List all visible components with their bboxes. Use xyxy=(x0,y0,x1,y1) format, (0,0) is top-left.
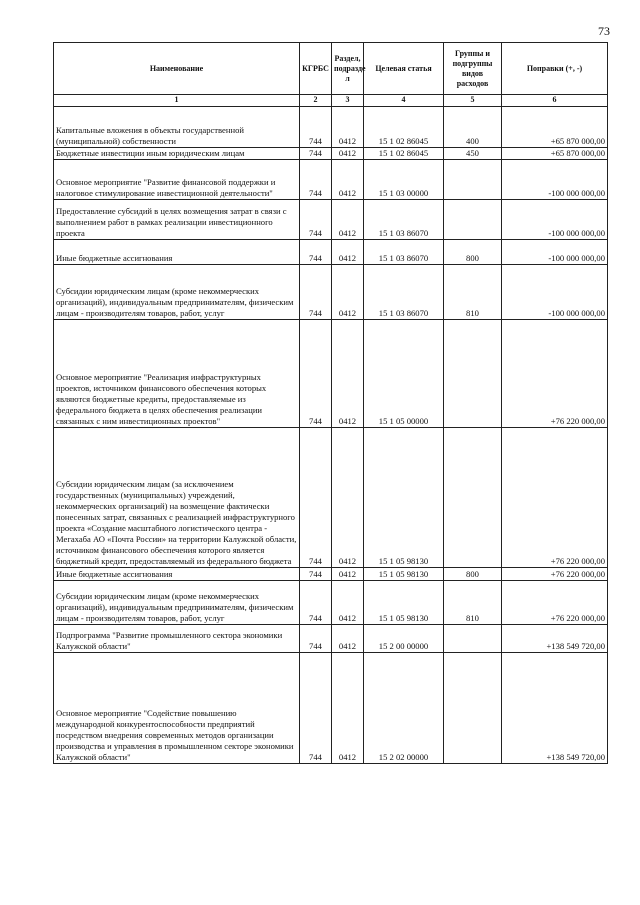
table-row xyxy=(54,265,608,320)
expense-group-cell: 800 xyxy=(444,568,502,581)
row-name-cell: Иные бюджетные ассигнования xyxy=(54,568,300,581)
expense-group-cell xyxy=(444,160,502,200)
kgrbs-cell: 744 xyxy=(300,581,332,625)
kgrbs-cell: 744 xyxy=(300,320,332,428)
column-number: 4 xyxy=(364,95,444,107)
row-name-cell: Субсидии юридическим лицам (за исключением государственных (муниципальных) учреждений, некоммерческих организаций) на возмещение фактически понесенных затрат, связанных с реализацией инфраструктурного проекта «Создание масштабного логистического центра - Мегахаба АО «Почта России» на территории Калужской области, источником финансового обеспечения которого является бюджетный кредит, предоставляемый из федерального бюджета xyxy=(54,428,300,568)
amendment-amount-cell: +138 549 720,00 xyxy=(502,625,608,653)
section-cell: 0412 xyxy=(332,320,364,428)
amendment-amount-cell: +76 220 000,00 xyxy=(502,581,608,625)
target-article-cell: 15 1 02 86045 xyxy=(364,107,444,148)
column-number: 1 xyxy=(54,95,300,107)
section-cell: 0412 xyxy=(332,581,364,625)
expense-group-cell xyxy=(444,653,502,764)
target-article-cell: 15 2 02 00000 xyxy=(364,653,444,764)
kgrbs-cell: 744 xyxy=(300,265,332,320)
table-row xyxy=(54,428,608,568)
amendment-amount-cell: +76 220 000,00 xyxy=(502,428,608,568)
section-cell: 0412 xyxy=(332,568,364,581)
table-row xyxy=(54,653,608,764)
section-cell: 0412 xyxy=(332,428,364,568)
table-row xyxy=(54,148,608,160)
target-article-cell: 15 1 03 00000 xyxy=(364,160,444,200)
section-cell: 0412 xyxy=(332,200,364,240)
expense-group-cell: 810 xyxy=(444,265,502,320)
column-number: 6 xyxy=(502,95,608,107)
table-row xyxy=(54,160,608,200)
kgrbs-cell: 744 xyxy=(300,428,332,568)
table-row xyxy=(54,625,608,653)
amendment-amount-cell: +65 870 000,00 xyxy=(502,148,608,160)
expense-group-cell xyxy=(444,625,502,653)
section-cell: 0412 xyxy=(332,240,364,265)
column-number: 2 xyxy=(300,95,332,107)
row-name-cell: Бюджетные инвестиции иным юридическим лицам xyxy=(54,148,300,160)
kgrbs-cell: 744 xyxy=(300,200,332,240)
target-article-cell: 15 1 02 86045 xyxy=(364,148,444,160)
expense-group-cell xyxy=(444,428,502,568)
column-header-target-article: Целевая статья xyxy=(364,43,444,95)
expense-group-cell xyxy=(444,200,502,240)
target-article-cell: 15 1 05 98130 xyxy=(364,428,444,568)
column-number: 5 xyxy=(444,95,502,107)
column-number: 3 xyxy=(332,95,364,107)
column-header-expense-group: Группы и подгруппы видов расходов xyxy=(444,43,502,95)
kgrbs-cell: 744 xyxy=(300,148,332,160)
table-header-row xyxy=(54,43,608,95)
expense-group-cell: 800 xyxy=(444,240,502,265)
table-row xyxy=(54,320,608,428)
row-name-cell: Иные бюджетные ассигнования xyxy=(54,240,300,265)
table-row xyxy=(54,581,608,625)
table-body xyxy=(54,107,608,764)
kgrbs-cell: 744 xyxy=(300,107,332,148)
amendment-amount-cell: +138 549 720,00 xyxy=(502,653,608,764)
amendment-amount-cell: +65 870 000,00 xyxy=(502,107,608,148)
expense-group-cell xyxy=(444,320,502,428)
table-row xyxy=(54,200,608,240)
column-header-section: Раздел, подразде л xyxy=(332,43,364,95)
target-article-cell: 15 2 00 00000 xyxy=(364,625,444,653)
target-article-cell: 15 1 05 98130 xyxy=(364,581,444,625)
row-name-cell: Основное мероприятие "Реализация инфраструктурных проектов, источником финансового обеспечения которых являются бюджетные кредиты, предоставляемые из федерального бюджета в целях обеспечения реализации связанных с ним инвестиционных проектов" xyxy=(54,320,300,428)
amendment-amount-cell: +76 220 000,00 xyxy=(502,320,608,428)
amendment-amount-cell: -100 000 000,00 xyxy=(502,240,608,265)
table-row xyxy=(54,240,608,265)
target-article-cell: 15 1 03 86070 xyxy=(364,265,444,320)
column-header-name: Наименование xyxy=(54,43,300,95)
column-header-amendments: Поправки (+, -) xyxy=(502,43,608,95)
column-header-kgrbs: КГРБС xyxy=(300,43,332,95)
target-article-cell: 15 1 05 98130 xyxy=(364,568,444,581)
kgrbs-cell: 744 xyxy=(300,160,332,200)
row-name-cell: Субсидии юридическим лицам (кроме некоммерческих организаций), индивидуальным предпринимателям, физическим лицам - производителям товаров, работ, услуг xyxy=(54,265,300,320)
expense-group-cell: 400 xyxy=(444,107,502,148)
target-article-cell: 15 1 03 86070 xyxy=(364,200,444,240)
row-name-cell: Предоставление субсидий в целях возмещения затрат в связи с выполнением работ в рамках реализации инвестиционного проекта xyxy=(54,200,300,240)
target-article-cell: 15 1 05 00000 xyxy=(364,320,444,428)
section-cell: 0412 xyxy=(332,160,364,200)
kgrbs-cell: 744 xyxy=(300,625,332,653)
section-cell: 0412 xyxy=(332,625,364,653)
target-article-cell: 15 1 03 86070 xyxy=(364,240,444,265)
table-row xyxy=(54,107,608,148)
row-name-cell: Капитальные вложения в объекты государственной (муниципальной) собственности xyxy=(54,107,300,148)
amendment-amount-cell: -100 000 000,00 xyxy=(502,265,608,320)
column-number-row xyxy=(54,95,608,107)
section-cell: 0412 xyxy=(332,148,364,160)
amendment-amount-cell: -100 000 000,00 xyxy=(502,200,608,240)
section-cell: 0412 xyxy=(332,107,364,148)
budget-amendments-table xyxy=(53,42,608,764)
section-cell: 0412 xyxy=(332,265,364,320)
expense-group-cell: 450 xyxy=(444,148,502,160)
amendment-amount-cell: -100 000 000,00 xyxy=(502,160,608,200)
page-number: 73 xyxy=(598,24,610,38)
row-name-cell: Подпрограмма "Развитие промышленного сектора экономики Калужской области" xyxy=(54,625,300,653)
section-cell: 0412 xyxy=(332,653,364,764)
row-name-cell: Основное мероприятие "Содействие повышению международной конкурентоспособности предприятий посредством внедрения современных методов организации производства и управления в промышленном секторе экономики Калужской области" xyxy=(54,653,300,764)
expense-group-cell: 810 xyxy=(444,581,502,625)
row-name-cell: Основное мероприятие "Развитие финансовой поддержки и налоговое стимулирование инвестиционной деятельности" xyxy=(54,160,300,200)
row-name-cell: Субсидии юридическим лицам (кроме некоммерческих организаций), индивидуальным предпринимателям, физическим лицам - производителям товаров, работ, услуг xyxy=(54,581,300,625)
kgrbs-cell: 744 xyxy=(300,568,332,581)
kgrbs-cell: 744 xyxy=(300,653,332,764)
amendment-amount-cell: +76 220 000,00 xyxy=(502,568,608,581)
table-row xyxy=(54,568,608,581)
kgrbs-cell: 744 xyxy=(300,240,332,265)
